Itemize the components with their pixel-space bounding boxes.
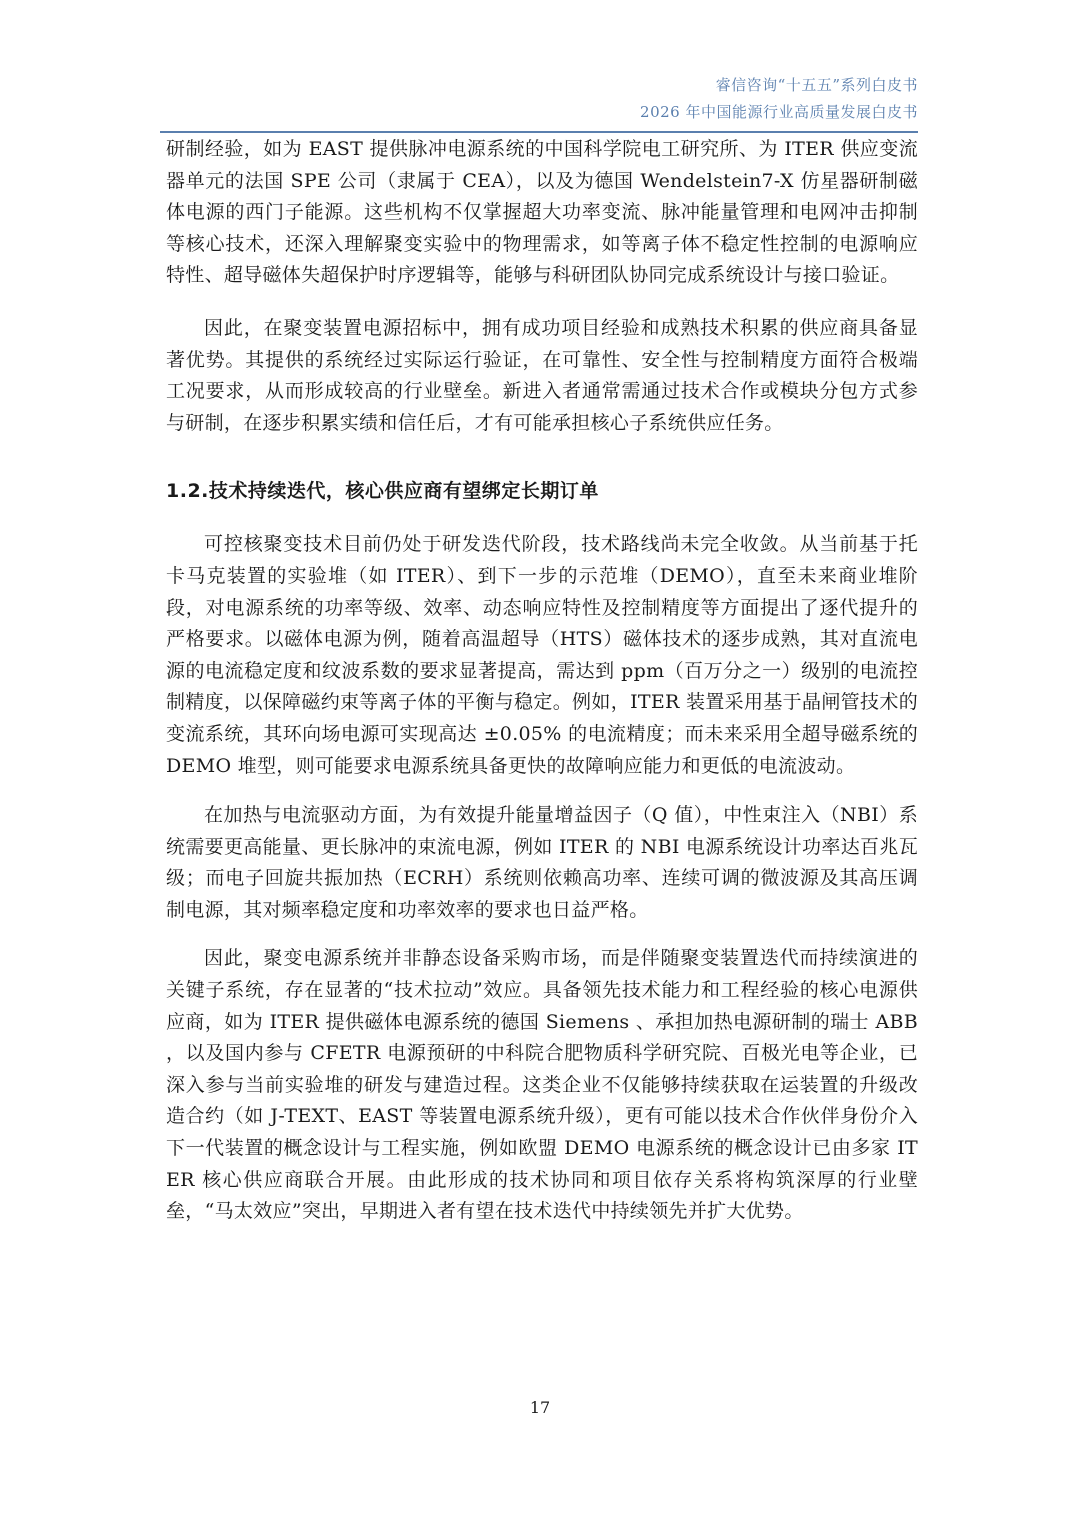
page-header: [158, 72, 918, 126]
header-series-title: 睿信咨询“十五五”系列白皮书: [715, 76, 918, 94]
paragraph-heating-current-drive: 在加热与电流驱动方面，为有效提升能量增益因子（Q 值），中性束注入（NBI）系统需要更高能量、更长脉冲的束流电源，例如 ITER 的 NBI 电源系统设计功率达百兆瓦级；而电子回旋共振加热（ECRH）系统则依赖高功率、连续可调的微波源及其高压调制电源，其对频率稳定度和功率效率的要求也日益严格。: [166, 804, 918, 921]
paragraph-technology-iteration: 可控核聚变技术目前仍处于研发迭代阶段，技术路线尚未完全收敛。从当前基于托卡马克装置的实验堆（如 ITER）、到下一步的示范堆（DEMO），直至未来商业堆阶段，对电源系统的功率等级、效率、动态响应特性及控制精度等方面提出了逐代提升的严格要求。以磁体电源为例，随着高温超导（HTS）磁体技术的逐步成熟，其对直流电源的电流稳定度和纹波系数的要求显著提高，需达到 ppm（百万分之一）级别的电流控制精度，以保障磁约束等离子体的平衡与稳定。例如，ITER 装置采用基于晶闸管技术的变流系统，其环向场电源可实现高达 ±0.05% 的电流精度；而未来采用全超导磁系统的 DEMO 堆型，则可能要求电源系统具备更快的故障响应能力和更低的电流波动。: [166, 533, 918, 777]
header-report-title: 2026 年中国能源行业高质量发展白皮书: [640, 103, 918, 121]
paragraph-supplier-advantage: 因此，在聚变装置电源招标中，拥有成功项目经验和成熟技术积累的供应商具备显著优势。其提供的系统经过实际运行验证，在可靠性、安全性与控制精度方面符合极端工况要求，从而形成较高的行业壁垒。新进入者通常需通过技术合作或模块分包方式参与研制，在逐步积累实绩和信任后，才有可能承担核心子系统供应任务。: [166, 316, 918, 434]
page-number: 17: [529, 1398, 551, 1417]
main-content: [166, 134, 918, 1228]
header-divider: [160, 131, 918, 133]
paragraph-continuation: 研制经验，如为 EAST 提供脉冲电源系统的中国科学院电工研究所、为 ITER 供应变流器单元的法国 SPE 公司（隶属于 CEA），以及为德国 Wendelstein7-X 仿星器研制磁体电源的西门子能源。这些机构不仅掌握超大功率变流、脉冲能量管理和电网冲击抑制等核心技术，还深入理解聚变实验中的物理需求，如等离子体不稳定性控制的电源响应特性、超导磁体失超保护时序逻辑等，能够与科研团队协同完成系统设计与接口验证。: [166, 138, 918, 287]
section-heading: 1.2.技术持续迭代，核心供应商有望绑定长期订单: [166, 480, 599, 503]
paragraph-matthew-effect: 因此，聚变电源系统并非静态设备采购市场，而是伴随聚变装置迭代而持续演进的关键子系统，存在显著的“技术拉动”效应。具备领先技术能力和工程经验的核心电源供应商，如为 ITER 提供磁体电源系统的德国 Siemens 、承担加热电源研制的瑞士 ABB ，以及国内参与 CFETR 电源预研的中科院合肥物质科学研究院、百极光电等企业，已深入参与当前实验堆的研发与建造过程。这类企业不仅能够持续获取在运装置的升级改造合约（如 J-TEXT、EAST 等装置电源系统升级），更有可能以技术合作伙伴身份介入下一代装置的概念设计与工程实施，例如欧盟 DEMO 电源系统的概念设计已由多家 ITER 核心供应商联合开展。由此形成的技术协同和项目依存关系将构筑深厚的行业壁垒，“马太效应”突出，早期进入者有望在技术迭代中持续领先并扩大优势。: [166, 947, 918, 1223]
